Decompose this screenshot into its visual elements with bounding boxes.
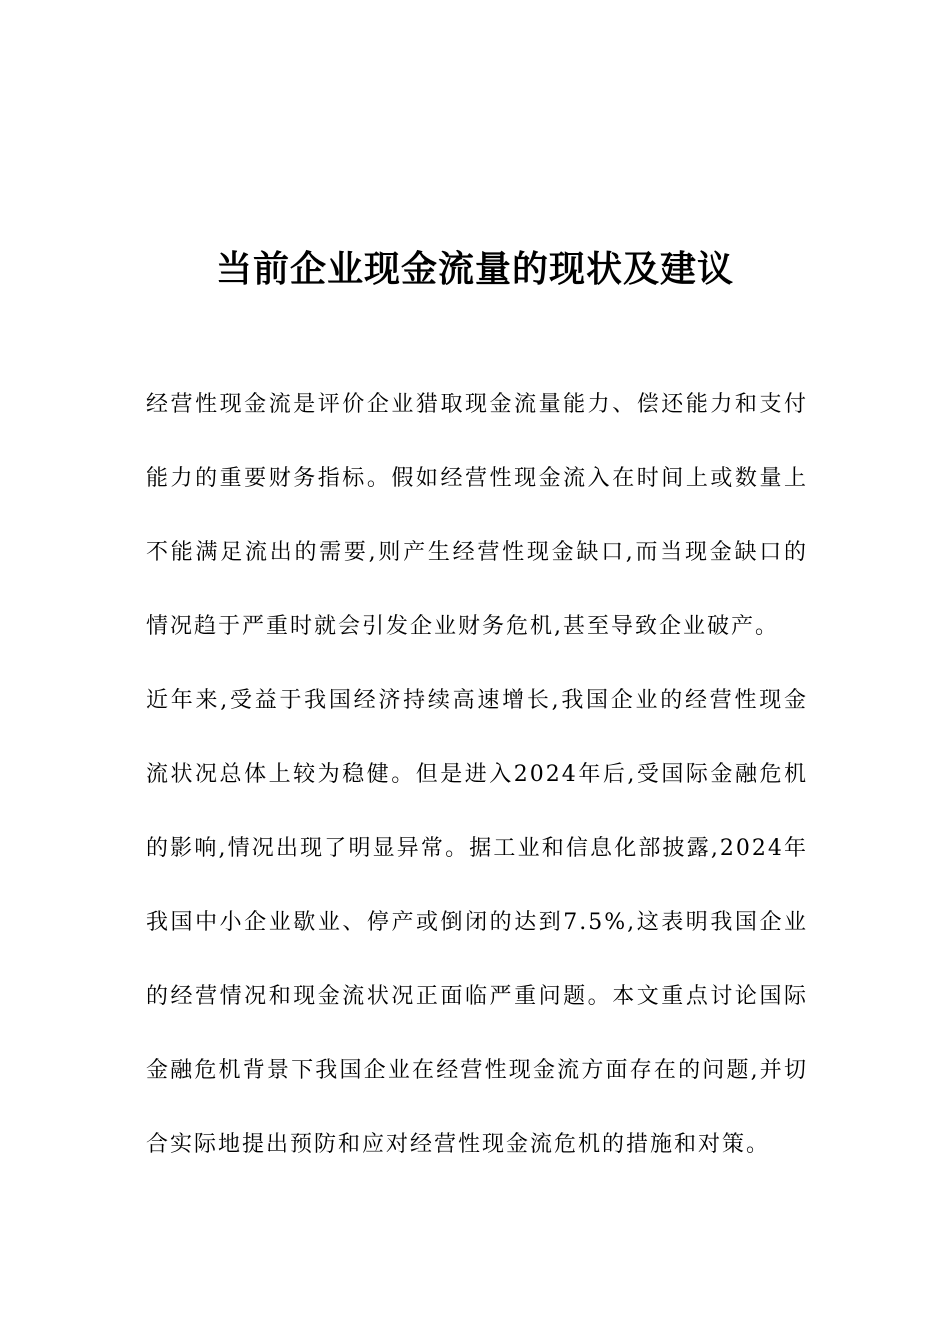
document-title: 当前企业现金流量的现状及建议	[215, 249, 734, 291]
paragraph-current-situation: 近年来,受益于我国经济持续高速增长,我国企业的经营性现金流状况总体上较为稳健。但是进入2024年后,受国际金融危机的影响,情况出现了明显异常。据工业和信息化部披露,2024年我国中小企业歇业、停产或倒闭的达到7.5%,这表明我国企业的经营情况和现金流状况正面临严重问题。本文重点讨论国际金融危机背景下我国企业在经营性现金流方面存在的问题,并切合实际地提出预防和应对经营性现金流危机的措施和对策。	[146, 688, 808, 1157]
paragraph-operating-cash-flow: 经营性现金流是评价企业猎取现金流量能力、偿还能力和支付能力的重要财务指标。假如经营性现金流入在时间上或数量上不能满足流出的需要,则产生经营性现金缺口,而当现金缺口的情况趋于严重时就会引发企业财务危机,甚至导致企业破产。	[146, 392, 808, 639]
